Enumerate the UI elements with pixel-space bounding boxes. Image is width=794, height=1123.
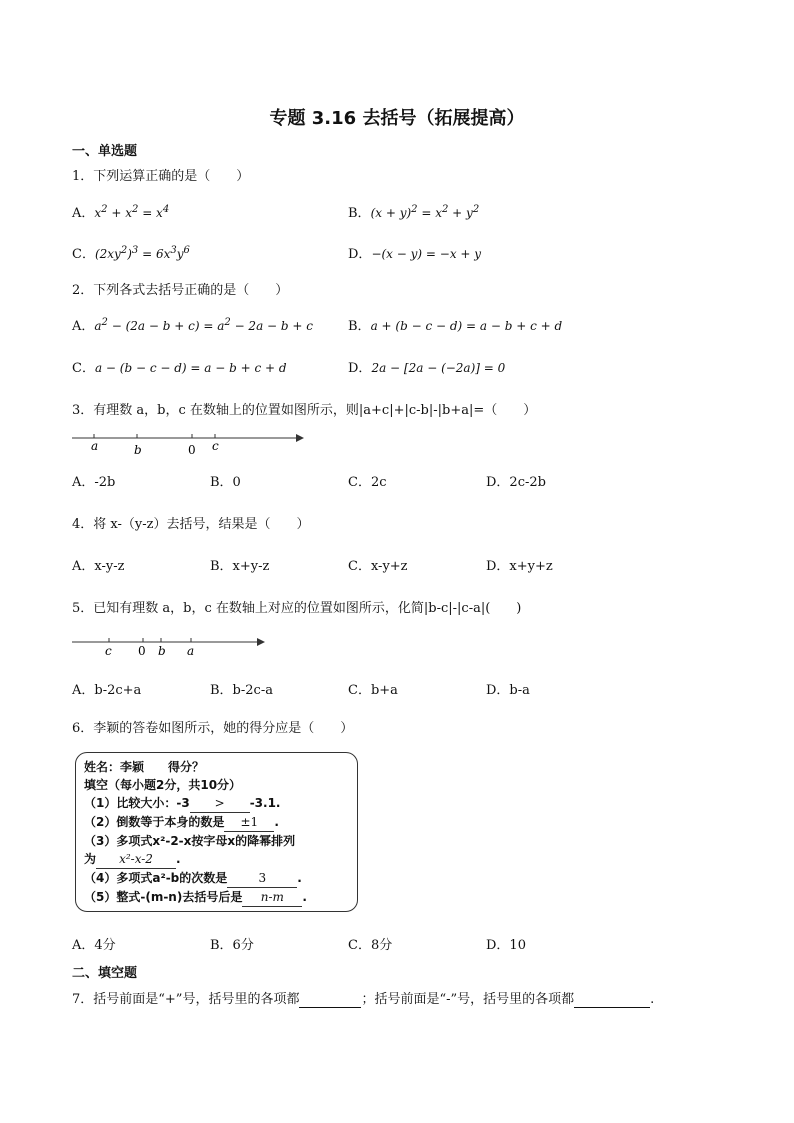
question-2: 2．下列各式去括号正确的是（ ） — [72, 283, 289, 298]
question-5: 5．已知有理数 a，b，c 在数轴上对应的位置如图所示，化简|b-c|-|c-a|( ) — [72, 601, 522, 616]
q4-option-a[interactable]: A．x-y-z — [72, 559, 125, 574]
q3-label-c: c — [212, 439, 219, 453]
question-1: 1．下列运算正确的是（ ） — [72, 169, 250, 184]
card-item-3: （3）多项式x²-2-x按字母x的降幂排列 — [84, 834, 296, 848]
q5-label-b: b — [158, 644, 166, 658]
q6-option-a[interactable]: A．4分 — [72, 938, 116, 953]
q5-number-line — [72, 631, 272, 661]
q3-number-line — [72, 428, 312, 458]
section-single-choice: 一、单选题 — [72, 144, 138, 159]
q1-option-d-formula: −(x − y) = −x + y — [371, 247, 482, 261]
q2-option-b-formula: a + (b − c − d) = a − b + c + d — [370, 319, 563, 333]
card-answer-4: 3 — [227, 869, 297, 888]
q1-option-b-formula: $(x + y)^2 = x^2 + y^2$ — [370, 204, 480, 220]
question-7: 7．括号前面是“+”号，括号里的各项都 ；括号前面是“-”号，括号里的各项都 . — [72, 992, 655, 1007]
q6-option-c[interactable]: C．8分 — [348, 938, 393, 953]
card-item-2: （2）倒数等于本身的数是 ±1 . — [84, 813, 349, 832]
q5-label-zero: 0 — [138, 644, 146, 658]
q3-label-zero: 0 — [188, 443, 196, 457]
q5-label-c: c — [105, 644, 112, 658]
q6-option-d[interactable]: D．10 — [486, 938, 526, 953]
question-6: 6．李颖的答卷如图所示，她的得分应是（ ） — [72, 721, 354, 736]
q2-option-b[interactable]: B．a + (b − c − d) = a − b + c + d — [348, 319, 563, 334]
q2-option-d-formula: 2a − [2a − (−2a)] = 0 — [371, 361, 506, 375]
card-answer-3: x²-x-2 — [96, 850, 176, 869]
q5-option-d[interactable]: D．b-a — [486, 683, 530, 698]
q7-blank-2[interactable] — [574, 992, 650, 1008]
q1-option-a-formula: $x^2 + x^2 = x^4$ — [94, 204, 170, 220]
q2-option-c-formula: a − (b − c − d) = a − b + c + d — [94, 361, 287, 375]
q1-option-b[interactable]: B．$(x + y)^2 = x^2 + y^2$ — [348, 204, 480, 221]
card-item-1: （1）比较大小：-3 > -3.1. — [84, 794, 349, 813]
question-3: 3．有理数 a，b，c 在数轴上的位置如图所示，则|a+c|+|c-b|-|b+a|=（ ） — [72, 403, 537, 418]
q3-option-b[interactable]: B．0 — [210, 475, 241, 490]
card-answer-1: > — [190, 794, 250, 813]
q1-option-c[interactable]: C．$(2xy^2)^3 = 6x^3y^6$ — [72, 245, 190, 262]
q3-option-c[interactable]: C．2c — [348, 475, 387, 490]
q2-option-d[interactable]: D．2a − [2a − (−2a)] = 0 — [348, 361, 506, 376]
q4-option-d[interactable]: D．x+y+z — [486, 559, 553, 574]
card-item-5: （5）整式-(m-n)去括号后是 n-m . — [84, 888, 349, 907]
q2-option-a[interactable]: A．$a^2 - (2a - b + c) = a^2 - 2a - b + c$ — [72, 317, 313, 334]
page-title: 专题 3.16 去括号（拓展提高） — [269, 108, 525, 129]
card-subheader: 填空（每小题2分，共10分） — [84, 778, 242, 792]
card-answer-5: n-m — [242, 888, 302, 907]
q2-option-a-formula: $a^2 - (2a - b + c) = a^2 - 2a - b + c$ — [94, 317, 313, 333]
q5-option-c[interactable]: C．b+a — [348, 683, 398, 698]
q1-option-c-formula: $(2xy^2)^3 = 6x^3y^6$ — [94, 245, 190, 261]
section-fill-in: 二、填空题 — [72, 966, 138, 981]
card-item-3-line-2: 为 x²-x-2 . — [84, 850, 349, 869]
q3-option-d[interactable]: D．2c-2b — [486, 475, 546, 490]
answer-sheet-card — [75, 752, 358, 912]
q1-option-d[interactable]: D．−(x − y) = −x + y — [348, 247, 482, 262]
q5-label-a: a — [187, 644, 195, 658]
q3-label-a: a — [91, 439, 99, 453]
q3-option-a[interactable]: A．-2b — [72, 475, 116, 490]
q5-option-b[interactable]: B．b-2c-a — [210, 683, 273, 698]
q7-blank-1[interactable] — [299, 992, 361, 1008]
q5-option-a[interactable]: A．b-2c+a — [72, 683, 142, 698]
q2-option-c[interactable]: C．a − (b − c − d) = a − b + c + d — [72, 361, 287, 376]
card-item-4: （4）多项式a²-b的次数是 3 . — [84, 869, 349, 888]
q4-option-c[interactable]: C．x-y+z — [348, 559, 408, 574]
q4-option-b[interactable]: B．x+y-z — [210, 559, 270, 574]
q1-option-a[interactable]: A．$x^2 + x^2 = x^4$ — [72, 204, 170, 221]
q3-label-b: b — [134, 443, 142, 457]
card-header: 姓名：李颖 得分？ — [84, 760, 205, 774]
q6-option-b[interactable]: B．6分 — [210, 938, 254, 953]
question-4: 4．将 x-（y-z）去括号，结果是（ ） — [72, 517, 310, 532]
card-answer-2: ±1 — [224, 813, 274, 832]
